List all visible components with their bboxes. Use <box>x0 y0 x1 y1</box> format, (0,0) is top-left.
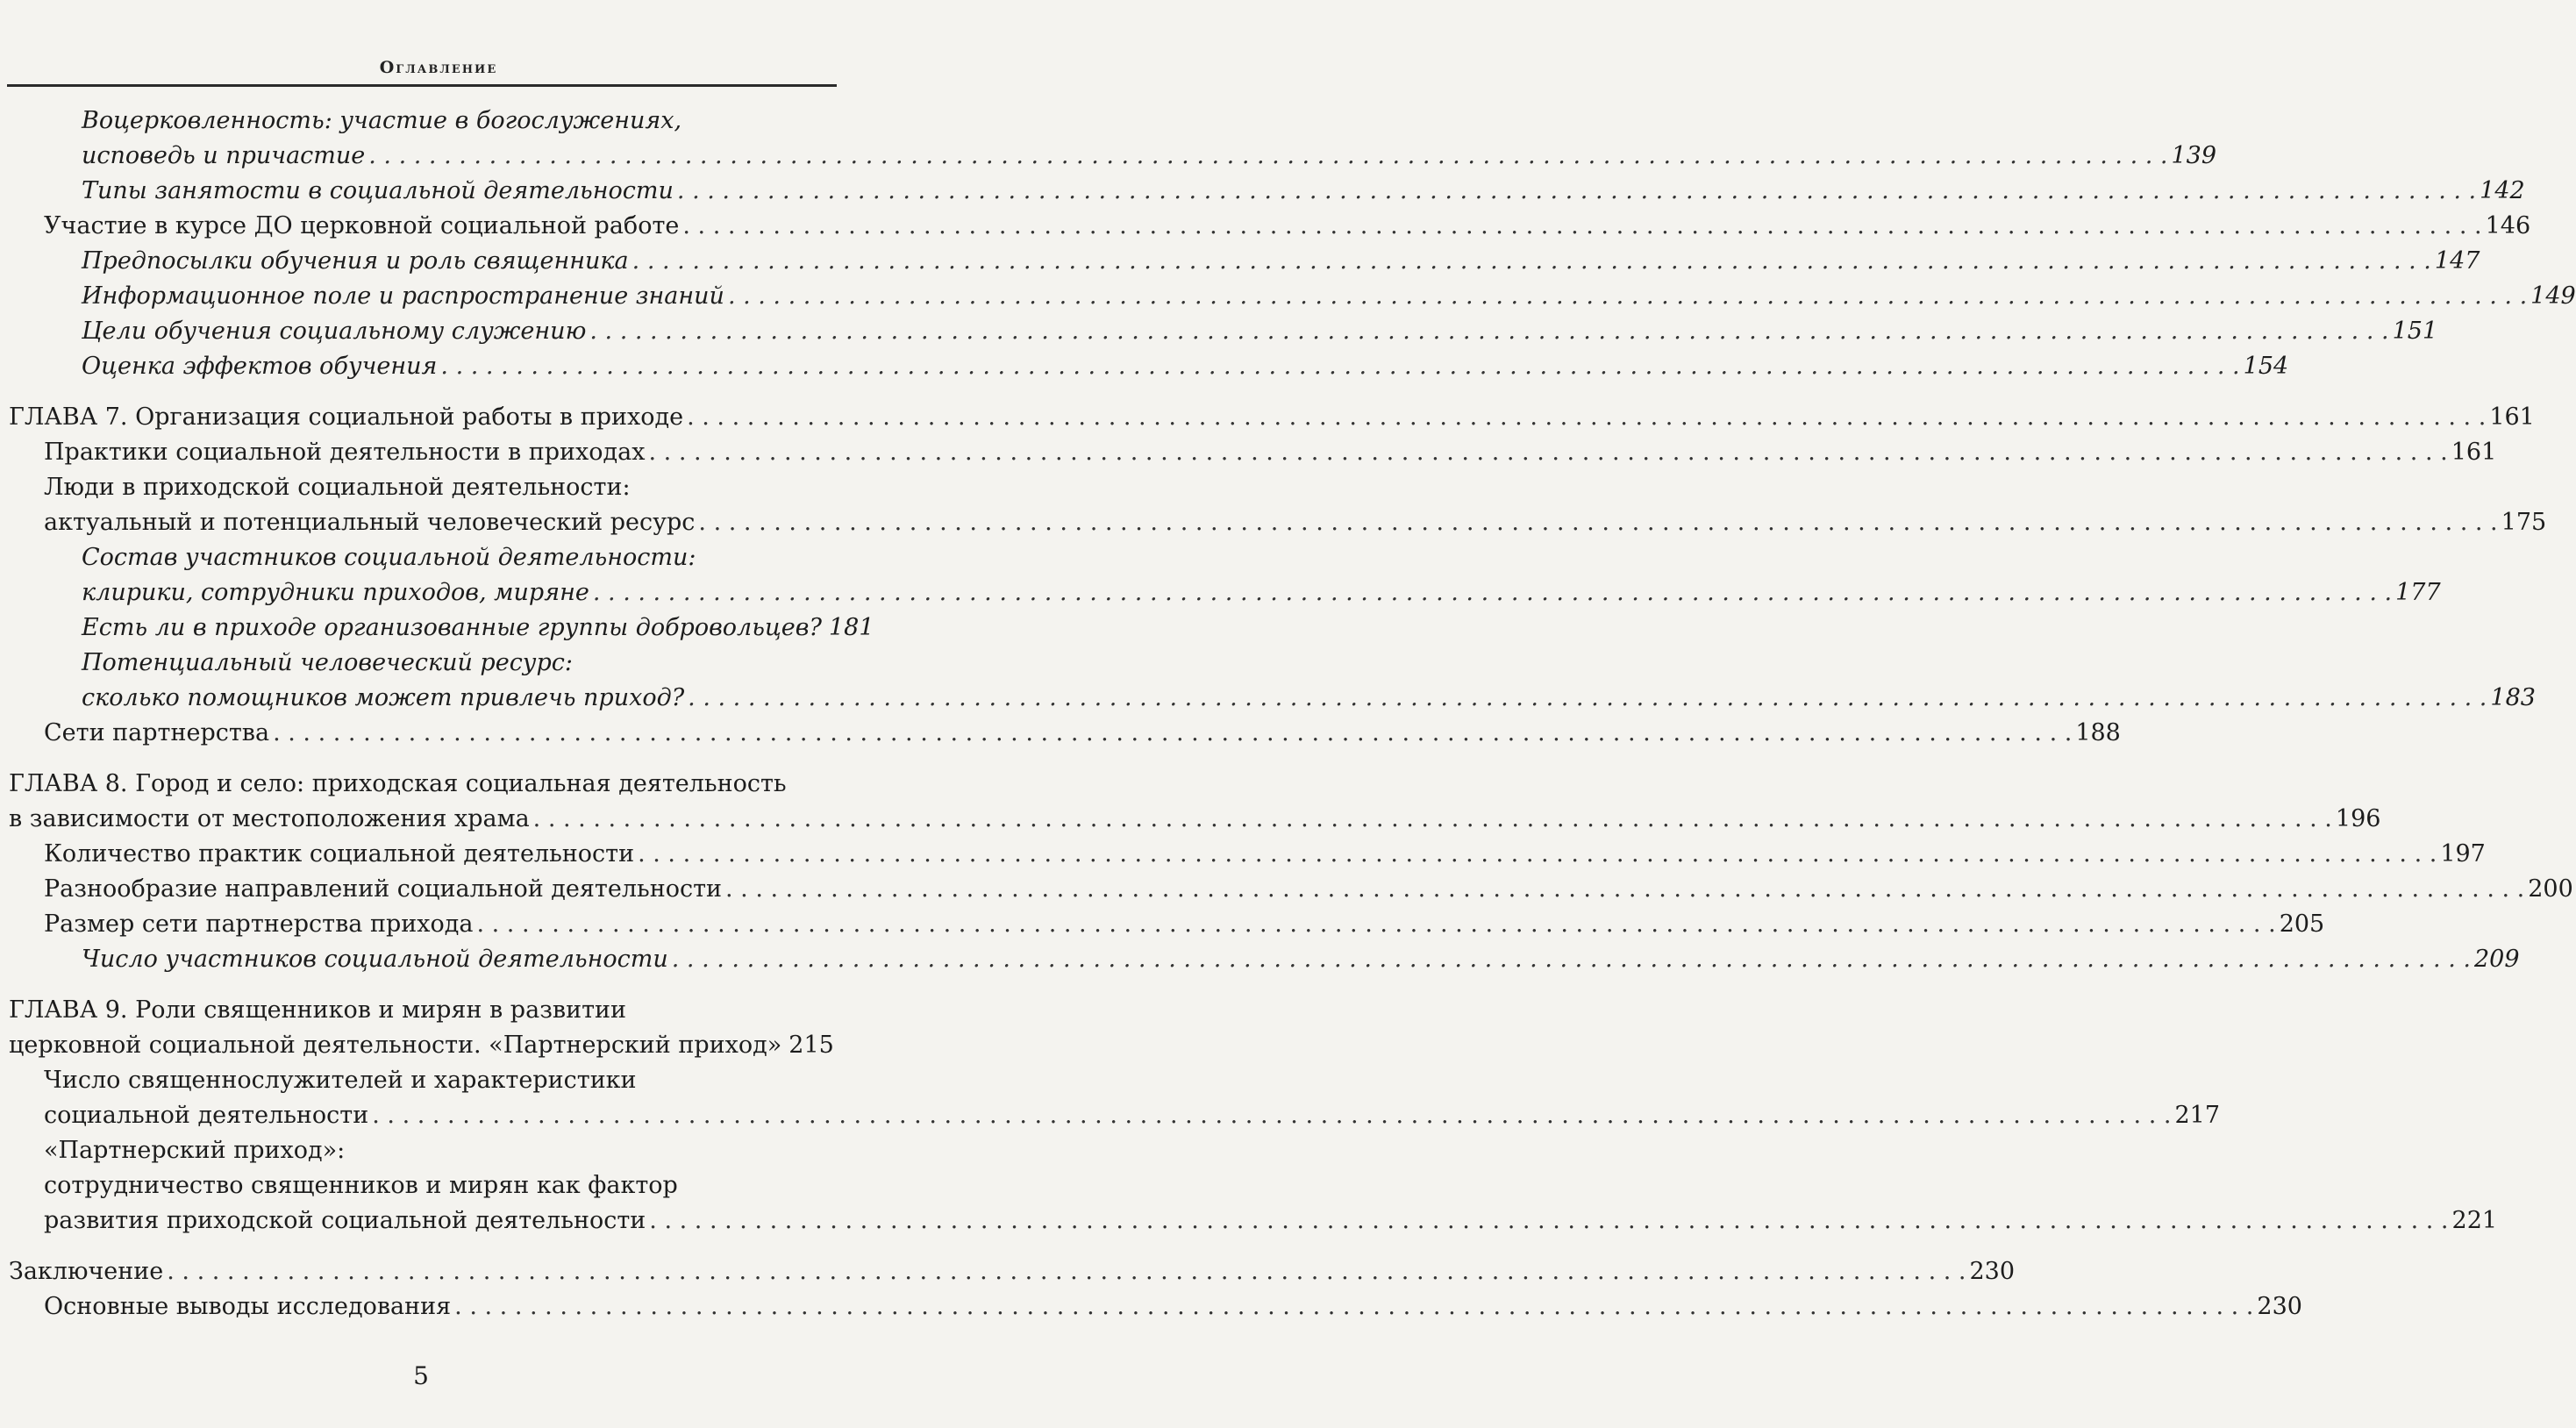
toc-entry-title: Основные выводы исследования <box>44 1293 452 1320</box>
toc-page-number: 188 <box>2075 719 2121 746</box>
dot-leader: . . . . . . . . . . . . . . . . . . . . . . . . . . . . . . . . . . . . . . . . . . . . . . . . . . . . . . . . . . . . . . . . . . . . . . . . . . . . . . . . . . . . . . . . . . . . . . . . . . . . . . . . . . . . . . . . . . . . . . . . <box>632 247 2431 275</box>
toc-entry-title: сколько помощников может привлечь приход? <box>82 684 685 711</box>
toc-entry-line: ГЛАВА 8. Город и село: приходская социальная деятельность <box>9 770 787 797</box>
toc-entry-title: развития приходской социальной деятельности <box>44 1207 646 1234</box>
toc-page-number: 177 <box>2395 579 2441 606</box>
toc-entry-title: Участие в курсе ДО церковной социальной работе <box>44 212 680 239</box>
toc-entry <box>0 400 2535 435</box>
dot-leader: . . . . . . . . . . . . . . . . . . . . . . . . . . . . . . . . . . . . . . . . . . . . . . . . . . . . . . . . . . . . . . . . . . . . . . . . . . . . . . . . . . . . . . . . . . . . . . . . . . . . . . . . . . . . . . . . . . . . . . . . <box>671 946 2471 973</box>
dot-leader: . . . . . . . . . . . . . . . . . . . . . . . . . . . . . . . . . . . . . . . . . . . . . . . . . . . . . . . . . . . . . . . . . . . . . . . . . . . . . . . . . . . . . . . . . . . . . . . . . . . . . . . . . . . . . . . . . . . . . . . . <box>454 1293 2254 1320</box>
toc-entry-title: церковной социальной деятельности. «Партнерский приход» <box>9 1032 782 1059</box>
toc-entry <box>0 1133 2498 1239</box>
toc-entry-title: Информационное поле и распространение знаний <box>82 282 724 310</box>
toc-page-number: 209 <box>2473 946 2520 973</box>
toc-entry-line: Потенциальный человеческий ресурс: <box>82 649 573 676</box>
toc-page-number: 215 <box>788 1032 834 1059</box>
toc-page-number: 196 <box>2335 805 2381 832</box>
toc-entry-line: «Партнерский приход»: <box>44 1137 346 1164</box>
toc-entry-line: ГЛАВА 9. Роли священников и мирян в развитии <box>9 996 627 1024</box>
toc-entry <box>0 174 2525 209</box>
toc-entry-title: Есть ли в приходе организованные группы добровольцев? <box>82 614 822 641</box>
toc-entry <box>0 279 2576 314</box>
toc-entry <box>0 646 2536 716</box>
toc-entry-title: Заключение <box>9 1258 164 1285</box>
dot-leader: . . . . . . . . . . . . . . . . . . . . . . . . . . . . . . . . . . . . . . . . . . . . . . . . . . . . . . . . . . . . . . . . . . . . . . . . . . . . . . . . . . . . . . . . . . . . . . . . . . . . . . . . . . . . . . . . . . . . . . . . <box>688 684 2487 711</box>
dot-leader: . . . . . . . . . . . . . . . . . . . . . . . . . . . . . . . . . . . . . . . . . . . . . . . . . . . . . . . . . . . . . . . . . . . . . . . . . . . . . . . . . . . . . . . . . . . . . . . . . . . . . . . . . . . . . . . . . . . . . . . . <box>368 142 2168 169</box>
toc-entry <box>0 104 2217 174</box>
toc-entry-title: Количество практик социальной деятельности <box>44 840 635 868</box>
toc-entry <box>0 209 2531 244</box>
toc-page-number: 139 <box>2171 142 2217 169</box>
dot-leader: . . . . . . . . . . . . . . . . . . . . . . . . . . . . . . . . . . . . . . . . . . . . . . . . . . . . . . . . . . . . . . . . . . . . . . . . . . . . . . . . . . . . . . . . . . . . . . . . . . . . . . . . . . . . . . . . . . . . . . . . <box>725 875 2525 903</box>
toc-entry <box>0 872 2573 907</box>
toc-entry <box>0 767 2381 837</box>
toc-page-number: 147 <box>2434 247 2480 275</box>
toc-entry <box>0 610 877 646</box>
dot-leader: . . . . . . . . . . . . . . . . . . . . . . . . . . . . . . . . . . . . . . . . . . . . . . . . . . . . . . . . . . . . . . . . . . . . . . . . . . . . . . . . . . . . . . . . . . . . . . . . . . . . . . . . . . . . . . . . . . . . . . . . <box>589 318 2389 345</box>
toc-entry <box>0 837 2486 872</box>
toc-page-number: 197 <box>2440 840 2486 868</box>
toc-entry <box>0 470 2547 540</box>
toc-entry-title: ГЛАВА 7. Организация социальной работы в приходе <box>9 403 684 431</box>
toc-entry-title: Типы занятости в социальной деятельности <box>82 177 674 204</box>
toc-entry <box>0 716 2121 751</box>
dot-leader: . . . . . . . . . . . . . . . . . . . . . . . . . . . . . . . . . . . . . . . . . . . . . . . . . . . . . . . . . . . . . . . . . . . . . . . . . . . . . . . . . . . . . . . . . . . . . . . . . . . . . . . . . . . . . . . . . . . . . . . . <box>727 282 2528 310</box>
toc-entry-title: социальной деятельности <box>44 1102 369 1129</box>
dot-leader: . . . . . . . . . . . . . . . . . . . . . . . . . . . . . . . . . . . . . . . . . . . . . . . . . . . . . . . . . . . . . . . . . . . . . . . . . . . . . . . . . . . . . . . . . . . . . . . . . . . . . . . . . . . . . . . . . . . . . . . . <box>592 579 2393 606</box>
toc-page-number: 175 <box>2501 509 2547 536</box>
toc-entry <box>0 942 2520 977</box>
toc-page-number: 154 <box>2243 353 2289 380</box>
toc-page-number: 183 <box>2490 684 2536 711</box>
toc-page-number: 181 <box>828 614 874 641</box>
toc-entry-title: исповедь и причастие <box>82 142 366 169</box>
dot-leader: . . . . . . . . . . . . . . . . . . . . . . . . . . . . . . . . . . . . . . . . . . . . . . . . . . . . . . . . . . . . . . . . . . . . . . . . . . . . . . . . . . . . . . . . . . . . . . . . . . . . . . . . . . . . . . . . . . . . . . . . <box>167 1258 1966 1285</box>
dot-leader: . . . . . . . . . . . . . . . . . . . . . . . . . . . . . . . . . . . . . . . . . . . . . . . . . . . . . . . . . . . . . . . . . . . . . . . . . . . . . . . . . . . . . . . . . . . . . . . . . . . . . . . . . . . . . . . . . . . . . . . . <box>682 212 2482 239</box>
toc-entry <box>0 244 2480 279</box>
dot-leader: . . . . . . . . . . . . . . . . . . . . . . . . . . . . . . . . . . . . . . . . . . . . . . . . . . . . . . . . . . . . . . . . . . . . . . . . . . . . . . . . . . . . . . . . . . . . . . . . . . . . . . . . . . . . . . . . . . . . . . . . <box>532 805 2332 832</box>
toc-page-number: 161 <box>2451 439 2497 466</box>
toc-entry <box>0 349 2289 384</box>
toc-page-number: 221 <box>2451 1207 2498 1234</box>
toc-entry-line: сотрудничество священников и мирян как фактор <box>44 1172 678 1199</box>
dot-leader: . . . . . . . . . . . . . . . . . . . . . . . . . . . . . . . . . . . . . . . . . . . . . . . . . . . . . . . . . . . . . . . . . . . . . . . . . . . . . . . . . . . . . . . . . . . . . . . . . . . . . . . . . . . . . . . . . . . . . . . . <box>476 910 2276 938</box>
toc-page-number: 205 <box>2279 910 2325 938</box>
page-number: 5 <box>413 1361 429 1390</box>
toc-entry <box>0 314 2438 349</box>
toc-page-number: 149 <box>2530 282 2576 310</box>
dot-leader: . . . . . . . . . . . . . . . . . . . . . . . . . . . . . . . . . . . . . . . . . . . . . . . . . . . . . . . . . . . . . . . . . . . . . . . . . . . . . . . . . . . . . . . . . . . . . . . . . . . . . . . . . . . . . . . . . . . . . . . . <box>648 439 2448 466</box>
toc-entry-title: Практики социальной деятельности в приходах <box>44 439 646 466</box>
toc-page-number: 230 <box>1969 1258 2016 1285</box>
running-head: Оглавление <box>379 58 498 77</box>
dot-leader: . . . . . . . . . . . . . . . . . . . . . . . . . . . . . . . . . . . . . . . . . . . . . . . . . . . . . . . . . . . . . . . . . . . . . . . . . . . . . . . . . . . . . . . . . . . . . . . . . . . . . . . . . . . . . . . . . . . . . . . . <box>440 353 2240 380</box>
toc-entry-line: Воцерковленность: участие в богослужениях, <box>82 107 682 134</box>
toc-page-number: 161 <box>2489 403 2535 431</box>
toc-page-number: 146 <box>2485 212 2531 239</box>
toc-page-number: 200 <box>2528 875 2573 903</box>
toc-entry-title: Предпосылки обучения и роль священника <box>82 247 629 275</box>
toc-entry-title: Размер сети партнерства прихода <box>44 910 474 938</box>
toc-entry-title: в зависимости от местоположения храма <box>9 805 530 832</box>
toc-page-number: 217 <box>2174 1102 2221 1129</box>
toc-entry-title: актуальный и потенциальный человеческий ресурс <box>44 509 696 536</box>
table-of-contents <box>0 104 2576 1324</box>
dot-leader: . . . . . . . . . . . . . . . . . . . . . . . . . . . . . . . . . . . . . . . . . . . . . . . . . . . . . . . . . . . . . . . . . . . . . . . . . . . . . . . . . . . . . . . . . . . . . . . . . . . . . . . . . . . . . . . . . . . . . . . . <box>698 509 2498 536</box>
toc-entry <box>0 993 877 1063</box>
toc-entry-title: Число участников социальной деятельности <box>82 946 668 973</box>
toc-entry-line: Число священнослужителей и характеристики <box>44 1067 637 1094</box>
header-rule <box>7 84 837 87</box>
toc-entry-line: Люди в приходской социальной деятельности: <box>44 474 631 501</box>
toc-entry-title: Разнообразие направлений социальной деятельности <box>44 875 723 903</box>
toc-entry-title: клирики, сотрудники приходов, миряне <box>82 579 589 606</box>
toc-entry-title: Цели обучения социальному служению <box>82 318 587 345</box>
toc-entry <box>0 1063 2221 1133</box>
dot-leader: . . . . . . . . . . . . . . . . . . . . . . . . . . . . . . . . . . . . . . . . . . . . . . . . . . . . . . . . . . . . . . . . . . . . . . . . . . . . . . . . . . . . . . . . . . . . . . . . . . . . . . . . . . . . . . . . . . . . . . . . <box>676 177 2477 204</box>
toc-entry <box>0 1254 2016 1289</box>
dot-leader: . . . . . . . . . . . . . . . . . . . . . . . . . . . . . . . . . . . . . . . . . . . . . . . . . . . . . . . . . . . . . . . . . . . . . . . . . . . . . . . . . . . . . . . . . . . . . . . . . . . . . . . . . . . . . . . . . . . . . . . . <box>372 1102 2172 1129</box>
toc-entry <box>0 435 2497 470</box>
dot-leader: . . . . . . . . . . . . . . . . . . . . . . . . . . . . . . . . . . . . . . . . . . . . . . . . . . . . . . . . . . . . . . . . . . . . . . . . . . . . . . . . . . . . . . . . . . . . . . . . . . . . . . . . . . . . . . . . . . . . . . . . <box>649 1207 2449 1234</box>
toc-page-number: 151 <box>2392 318 2438 345</box>
toc-entry <box>0 540 2441 610</box>
dot-leader: . . . . . . . . . . . . . . . . . . . . . . . . . . . . . . . . . . . . . . . . . . . . . . . . . . . . . . . . . . . . . . . . . . . . . . . . . . . . . . . . . . . . . . . . . . . . . . . . . . . . . . . . . . . . . . . . . . . . . . . . <box>273 719 2073 746</box>
toc-entry <box>0 907 2325 942</box>
toc-entry-title: Сети партнерства <box>44 719 270 746</box>
toc-entry <box>0 1289 2302 1324</box>
toc-page-number: 230 <box>2257 1293 2302 1320</box>
dot-leader: . . . . . . . . . . . . . . . . . . . . . . . . . . . . . . . . . . . . . . . . . . . . . . . . . . . . . . . . . . . . . . . . . . . . . . . . . . . . . . . . . . . . . . . . . . . . . . . . . . . . . . . . . . . . . . . . . . . . . . . . <box>638 840 2437 868</box>
dot-leader: . . . . . . . . . . . . . . . . . . . . . . . . . . . . . . . . . . . . . . . . . . . . . . . . . . . . . . . . . . . . . . . . . . . . . . . . . . . . . . . . . . . . . . . . . . . . . . . . . . . . . . . . . . . . . . . . . . . . . . . . <box>687 403 2487 431</box>
toc-entry-title: Оценка эффектов обучения <box>82 353 438 380</box>
toc-entry-line: Состав участников социальной деятельности: <box>82 544 696 571</box>
toc-page-number: 142 <box>2480 177 2525 204</box>
